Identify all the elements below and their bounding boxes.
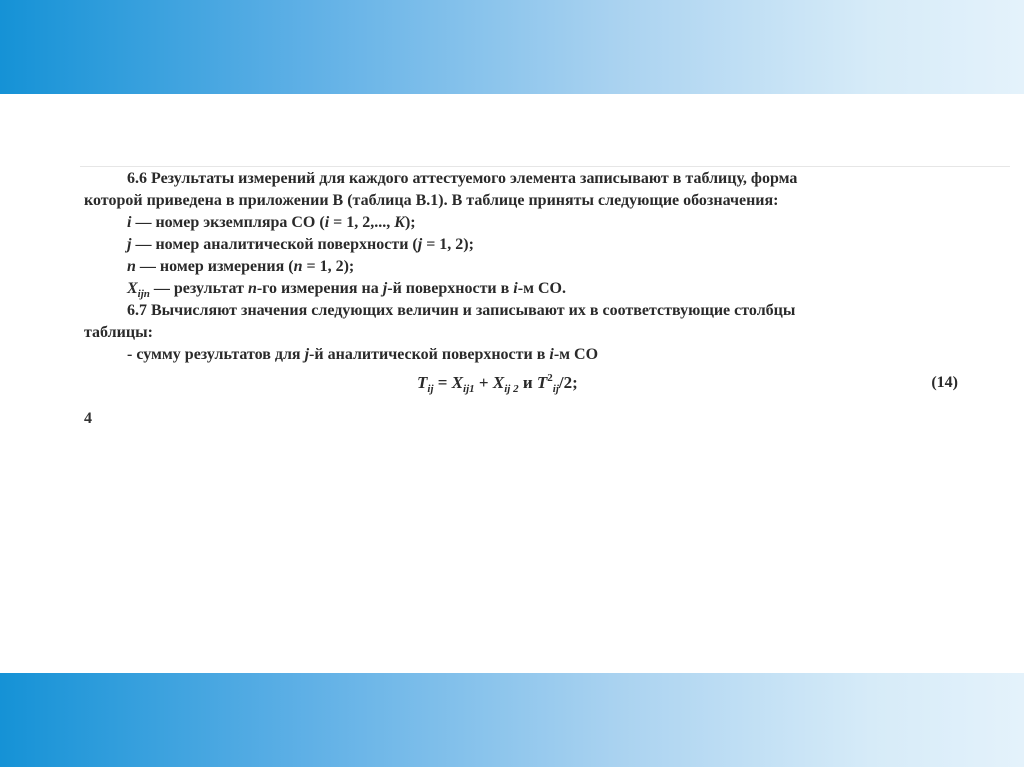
definition-n: n — номер измерения (n = 1, 2); bbox=[127, 258, 355, 275]
document-page bbox=[84, 168, 958, 398]
list-item-sum: - сумму результатов для j-й аналитической поверхности в i-м СО bbox=[127, 346, 599, 363]
bottom-decorative-band bbox=[0, 673, 1024, 767]
paragraph-6-7-line-1: 6.7 Вычисляют значения следующих величин и записывают их в соответствующие столбцы bbox=[127, 302, 796, 319]
paragraph-6-6-line-1: 6.6 Результаты измерений для каждого аттестуемого элемента записывают в таблицу, форма bbox=[127, 170, 798, 187]
formula-14 bbox=[84, 368, 958, 398]
page-number: 4 bbox=[84, 410, 92, 427]
top-decorative-band bbox=[0, 0, 1024, 94]
paragraph-6-6-line-2: которой приведена в приложении В (таблица В.1). В таблице приняты следующие обозначения: bbox=[84, 192, 779, 209]
formula-number: (14) bbox=[931, 374, 958, 391]
page-separator-line bbox=[80, 166, 1010, 167]
formula-expression: $T_{ij} = X_{ij1} + X_{ij 2}$ и $T^2_{ij}/2$; bbox=[417, 372, 578, 395]
definition-j: j — номер аналитической поверхности (j = 1, 2); bbox=[127, 236, 474, 253]
definition-i: i — номер экземпляра СО (i = 1, 2,..., K); bbox=[127, 214, 416, 231]
paragraph-6-7-line-2: таблицы: bbox=[84, 324, 153, 341]
definition-x-ijn: $X_{ijn}$ — результат n-го измерения на j-й поверхности в i-м СО. bbox=[127, 280, 566, 300]
